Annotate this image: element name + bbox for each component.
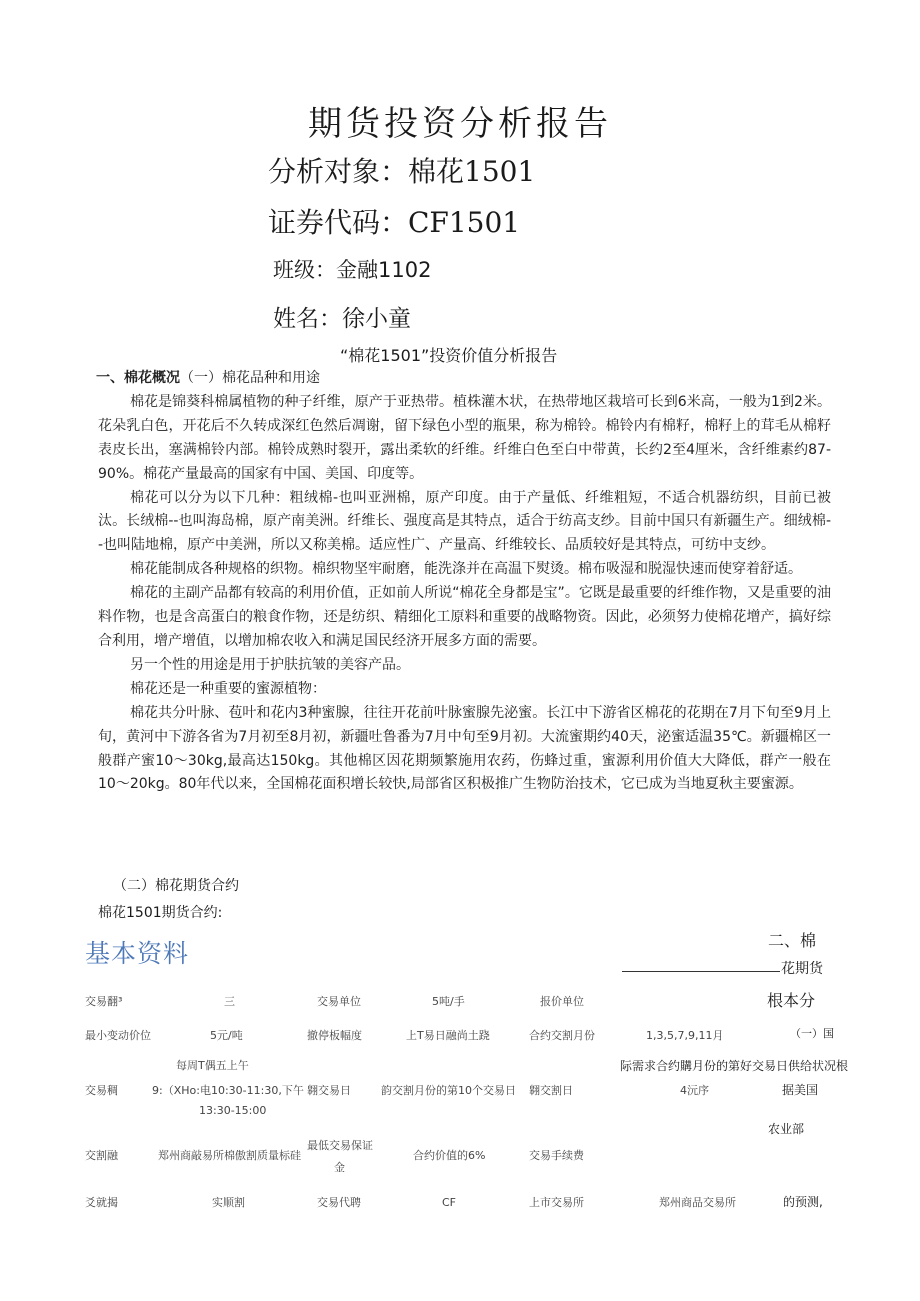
table-cell: 韵交割月份的第10个交易日	[381, 1084, 516, 1097]
table-cell: 交易翻³	[85, 995, 123, 1008]
table-cell: 爻就揭	[85, 1196, 118, 1209]
table-cell: 合约交割月份	[529, 1029, 595, 1042]
right-col-line: 花期货	[781, 961, 823, 977]
right-col-line: 根本分	[767, 991, 816, 1010]
table-cell: 1,3,5,7,9,11月	[646, 1029, 724, 1042]
paragraph: 棉花是锦葵科棉属植物的种子纤维，原产于亚热带。植株灌木状，在热带地区栽培可长到6米高，一般为1到2米。花朵乳白色，开花后不久转成深红色然后凋谢，留下绿色小型的瓶果，称为棉铃。棉铃内有棉籽，棉籽上的茸毛从棉籽表皮长出，塞满棉铃内部。棉铃成熟时裂开，露出柔软的纤维。纤维白色至白中带黄，长约2至4厘米，含纤维素约87-90%。棉花产量最高的国家有中国、美国、印度等。	[98, 393, 831, 482]
right-col-line: 据美国	[782, 1083, 819, 1097]
report-subtitle: “棉花1501”投资价值分析报告	[340, 346, 558, 365]
class-info: 班级：金融1102	[273, 258, 432, 282]
paragraph: 棉花能制成各种规格的织物。棉织物坚牢耐磨，能洗涤并在高温下熨烫。棉布吸湿和脱湿快速而使穿着舒适。	[130, 561, 802, 578]
section-1	[98, 367, 831, 797]
security-code: 证券代码：CF1501	[268, 206, 521, 239]
table-cell: 5吨/手	[432, 995, 465, 1008]
divider	[622, 971, 780, 972]
table-cell: 交易单位	[317, 995, 361, 1008]
table-cell: 每周T偶五上午	[176, 1059, 249, 1072]
table-cell: 交易代聘	[317, 1196, 361, 1209]
table-cell: 交易稠	[85, 1084, 118, 1097]
table-cell: 郑州商品交易所	[659, 1196, 736, 1209]
paragraph: 棉花共分叶脉、苞叶和花内3种蜜腺，往往开花前叶脉蜜腺先泌蜜。长江中下游省区棉花的花期在7月下旬至9月上旬，黄河中下游各省为7月初至8月初，新疆吐鲁番为7月中旬至9月初。大流蜜期约40天，泌蜜适温35℃。新疆棉区一般群产蜜10〜30kg,最高达150kg。其他棉区因花期频繁施用农药，伤蜂过重，蜜源利用价值大大降低，群产一般在10〜20kg。80年代以来，全国棉花面积增长较快,局部省区积极推广生物防治技术，它已成为当地夏秋主要蜜源。	[98, 704, 831, 793]
table-cell: 撤停板幅度	[307, 1029, 362, 1042]
paragraph: 棉花的主副产品都有较高的利用价值，正如前人所说“棉花全身都是宝”。它既是最重要的纤维作物，又是重要的油料作物，也是含高蛋白的粮食作物，还是纺织、精细化工原料和重要的战略物资。因此，必须努力使棉花增产，搞好综合利用，增产增值，以增加棉农收入和满足国民经济开展多方面的需要。	[98, 585, 831, 649]
table-cell: 最低交易保证	[307, 1139, 373, 1152]
right-col-line: 二、棉	[768, 931, 817, 950]
basic-info-title: 基本资料	[85, 939, 190, 968]
paragraph: 棉花可以分为以下几种：粗绒棉-也叫亚洲棉，原产印度。由于产量低、纤维粗短，不适合机器纺织，目前已被汰。长绒棉--也叫海岛棉，原产南美洲。纤维长、强度高是其特点，适合于纺高支纱。目前中国只有新疆生产。细绒棉--也叫陆地棉，原产中美洲，所以又称美棉。适应性广、产量高、纤维较长、品质较好是其特点，可纺中支纱。	[98, 489, 831, 554]
right-col-line: （一）国	[790, 1027, 834, 1040]
table-cell: 三	[224, 995, 235, 1008]
table-cell: 上T易日融尚土跷	[406, 1029, 490, 1042]
table-cell: 交割融	[85, 1149, 118, 1162]
section-1-heading-bold: 一、棉花概况	[96, 370, 180, 386]
table-cell: 4沅序	[680, 1084, 709, 1097]
analysis-object: 分析对象：棉花1501	[268, 155, 536, 188]
table-cell: 翱交易日	[307, 1084, 351, 1097]
table-cell: 最小变动价位	[85, 1029, 151, 1042]
right-col-line: 的预测,	[783, 1195, 823, 1209]
contract-line: 棉花1501期货合约:	[98, 905, 223, 921]
table-cell: 13:30-15:00	[199, 1104, 267, 1117]
paragraph: 另一个性的用途是用于护肤抗皱的美容产品。	[130, 656, 410, 673]
table-cell: 郑州商敲易所棉傲割质量标硅	[158, 1149, 301, 1162]
table-cell: 翱交割日	[529, 1084, 573, 1097]
table-cell: 实顺割	[212, 1196, 245, 1209]
table-cell: 5元/吨	[210, 1029, 243, 1042]
table-cell: 金	[334, 1161, 345, 1174]
table-cell: 9:（XHo:电10:30-11:30,下午	[152, 1084, 304, 1097]
report-title: 期货投资分析报告	[308, 104, 612, 144]
paragraph: 棉花还是一种重要的蜜源植物：	[130, 680, 326, 697]
student-name: 姓名：徐小童	[273, 306, 411, 332]
section-1-heading-rest: （一）棉花品种和用途	[180, 370, 320, 386]
table-cell: 上市交易所	[529, 1196, 584, 1209]
section-2-heading: （二）棉花期货合约	[113, 878, 239, 894]
table-cell: 报价单位	[540, 995, 584, 1008]
right-col-line: 际需求合约購月份的第好交易日供给状况根	[620, 1059, 849, 1073]
table-cell: 交易手续费	[529, 1149, 584, 1162]
table-cell: 合约价值的6%	[413, 1149, 486, 1162]
right-col-line: 农业部	[768, 1122, 805, 1136]
table-cell: CF	[442, 1196, 457, 1209]
section-1-heading	[96, 367, 831, 391]
